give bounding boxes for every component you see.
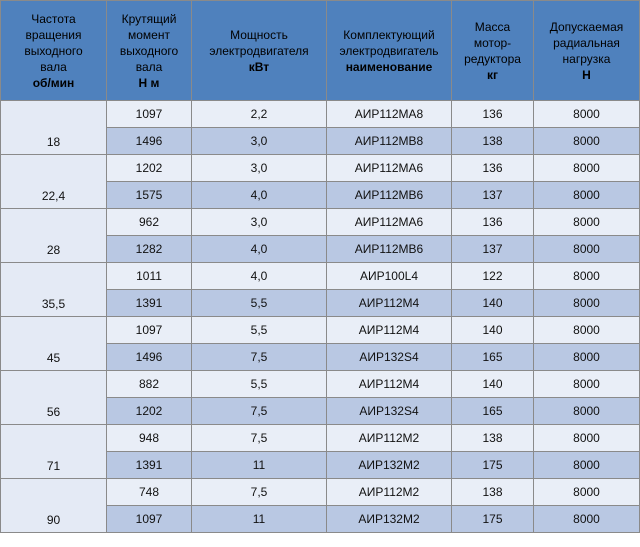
power-cell: 3,0 bbox=[192, 128, 327, 155]
power-cell: 2,2 bbox=[192, 101, 327, 128]
mass-cell: 137 bbox=[452, 182, 534, 209]
freq-cell: 18 bbox=[1, 101, 107, 155]
table-row bbox=[1, 371, 640, 398]
freq-cell: 56 bbox=[1, 371, 107, 425]
header-motor-line: электродвигатель bbox=[339, 43, 439, 58]
motor-cell: АИР112МА6 bbox=[327, 155, 452, 182]
motor-cell: АИР112М2 bbox=[327, 479, 452, 506]
header-power-line: электродвигателя bbox=[209, 43, 309, 58]
header-load bbox=[534, 1, 640, 101]
motor-cell: АИР112М4 bbox=[327, 371, 452, 398]
torque-cell: 1496 bbox=[107, 344, 192, 371]
mass-cell: 175 bbox=[452, 452, 534, 479]
power-cell: 4,0 bbox=[192, 236, 327, 263]
load-cell: 8000 bbox=[534, 317, 640, 344]
mass-cell: 165 bbox=[452, 344, 534, 371]
load-cell: 8000 bbox=[534, 263, 640, 290]
header-load-line: нагрузка bbox=[562, 51, 611, 66]
mass-cell: 140 bbox=[452, 290, 534, 317]
mass-cell: 136 bbox=[452, 209, 534, 236]
header-freq-line: Частота bbox=[31, 11, 76, 26]
header-row bbox=[1, 1, 640, 101]
header-motor-unit: наименование bbox=[345, 59, 433, 74]
power-cell: 4,0 bbox=[192, 263, 327, 290]
freq-cell: 90 bbox=[1, 479, 107, 533]
torque-cell: 1575 bbox=[107, 182, 192, 209]
table-body bbox=[1, 101, 640, 533]
load-cell: 8000 bbox=[534, 506, 640, 533]
load-cell: 8000 bbox=[534, 398, 640, 425]
load-cell: 8000 bbox=[534, 290, 640, 317]
torque-cell: 1391 bbox=[107, 290, 192, 317]
load-cell: 8000 bbox=[534, 425, 640, 452]
power-cell: 3,0 bbox=[192, 155, 327, 182]
torque-cell: 1097 bbox=[107, 101, 192, 128]
power-cell: 7,5 bbox=[192, 479, 327, 506]
load-cell: 8000 bbox=[534, 101, 640, 128]
header-mass-line: мотор- bbox=[473, 35, 512, 50]
load-cell: 8000 bbox=[534, 371, 640, 398]
motor-cell: АИР100L4 bbox=[327, 263, 452, 290]
table-row bbox=[1, 155, 640, 182]
torque-cell: 1202 bbox=[107, 398, 192, 425]
motor-cell: АИР132М2 bbox=[327, 506, 452, 533]
torque-cell: 1391 bbox=[107, 452, 192, 479]
motor-cell: АИР112МВ6 bbox=[327, 182, 452, 209]
motor-cell: АИР112М2 bbox=[327, 425, 452, 452]
mass-cell: 165 bbox=[452, 398, 534, 425]
header-torque-line: момент bbox=[128, 27, 170, 42]
table-header bbox=[1, 1, 640, 101]
freq-cell: 35,5 bbox=[1, 263, 107, 317]
table-row bbox=[1, 209, 640, 236]
motor-cell: АИР112М4 bbox=[327, 290, 452, 317]
header-torque-line: вала bbox=[135, 59, 163, 74]
header-freq-unit: об/мин bbox=[32, 75, 75, 90]
header-torque-line: выходного bbox=[119, 43, 179, 58]
torque-cell: 1282 bbox=[107, 236, 192, 263]
header-freq-line: вращения bbox=[25, 27, 82, 42]
motor-cell: АИР112МВ6 bbox=[327, 236, 452, 263]
motor-cell: АИР112МА8 bbox=[327, 101, 452, 128]
header-mass-line: Масса bbox=[474, 19, 511, 34]
torque-cell: 1202 bbox=[107, 155, 192, 182]
torque-cell: 882 bbox=[107, 371, 192, 398]
freq-cell: 22,4 bbox=[1, 155, 107, 209]
header-power bbox=[192, 1, 327, 101]
power-cell: 5,5 bbox=[192, 317, 327, 344]
header-freq-line: выходного bbox=[24, 43, 83, 58]
table-row bbox=[1, 263, 640, 290]
header-freq bbox=[1, 1, 107, 101]
power-cell: 5,5 bbox=[192, 290, 327, 317]
mass-cell: 122 bbox=[452, 263, 534, 290]
torque-cell: 1011 bbox=[107, 263, 192, 290]
header-freq-line: вала bbox=[40, 59, 67, 74]
motor-cell: АИР112МВ8 bbox=[327, 128, 452, 155]
load-cell: 8000 bbox=[534, 344, 640, 371]
freq-cell: 28 bbox=[1, 209, 107, 263]
mass-cell: 136 bbox=[452, 101, 534, 128]
mass-cell: 138 bbox=[452, 479, 534, 506]
header-mass-unit: кг bbox=[486, 67, 498, 82]
motor-cell: АИР112М4 bbox=[327, 317, 452, 344]
mass-cell: 140 bbox=[452, 317, 534, 344]
load-cell: 8000 bbox=[534, 209, 640, 236]
torque-cell: 748 bbox=[107, 479, 192, 506]
table-row bbox=[1, 101, 640, 128]
torque-cell: 1496 bbox=[107, 128, 192, 155]
power-cell: 5,5 bbox=[192, 371, 327, 398]
power-cell: 7,5 bbox=[192, 425, 327, 452]
header-motor-line: Комплектующий bbox=[343, 27, 435, 42]
table-row bbox=[1, 479, 640, 506]
header-load-line: Допускаемая bbox=[549, 19, 624, 34]
freq-cell: 45 bbox=[1, 317, 107, 371]
mass-cell: 137 bbox=[452, 236, 534, 263]
load-cell: 8000 bbox=[534, 182, 640, 209]
header-load-unit: Н bbox=[582, 67, 591, 82]
load-cell: 8000 bbox=[534, 128, 640, 155]
header-power-line: Мощность bbox=[230, 27, 288, 42]
torque-cell: 948 bbox=[107, 425, 192, 452]
mass-cell: 138 bbox=[452, 425, 534, 452]
power-cell: 7,5 bbox=[192, 344, 327, 371]
power-cell: 11 bbox=[192, 506, 327, 533]
power-cell: 7,5 bbox=[192, 398, 327, 425]
torque-cell: 962 bbox=[107, 209, 192, 236]
motor-cell: АИР112МА6 bbox=[327, 209, 452, 236]
table-row bbox=[1, 317, 640, 344]
header-torque bbox=[107, 1, 192, 101]
table-row bbox=[1, 425, 640, 452]
header-torque-unit: Н м bbox=[138, 75, 160, 90]
load-cell: 8000 bbox=[534, 479, 640, 506]
header-mass-line: редуктора bbox=[464, 51, 521, 66]
header-load-line: радиальная bbox=[553, 35, 620, 50]
power-cell: 4,0 bbox=[192, 182, 327, 209]
torque-cell: 1097 bbox=[107, 506, 192, 533]
header-motor bbox=[327, 1, 452, 101]
power-cell: 11 bbox=[192, 452, 327, 479]
load-cell: 8000 bbox=[534, 236, 640, 263]
freq-cell: 71 bbox=[1, 425, 107, 479]
load-cell: 8000 bbox=[534, 155, 640, 182]
header-torque-line: Крутящий bbox=[121, 11, 177, 26]
load-cell: 8000 bbox=[534, 452, 640, 479]
header-mass bbox=[452, 1, 534, 101]
motor-cell: АИР132М2 bbox=[327, 452, 452, 479]
motor-cell: АИР132S4 bbox=[327, 344, 452, 371]
header-power-unit: кВт bbox=[248, 59, 270, 74]
power-cell: 3,0 bbox=[192, 209, 327, 236]
motor-cell: АИР132S4 bbox=[327, 398, 452, 425]
mass-cell: 175 bbox=[452, 506, 534, 533]
mass-cell: 136 bbox=[452, 155, 534, 182]
torque-cell: 1097 bbox=[107, 317, 192, 344]
mass-cell: 138 bbox=[452, 128, 534, 155]
mass-cell: 140 bbox=[452, 371, 534, 398]
